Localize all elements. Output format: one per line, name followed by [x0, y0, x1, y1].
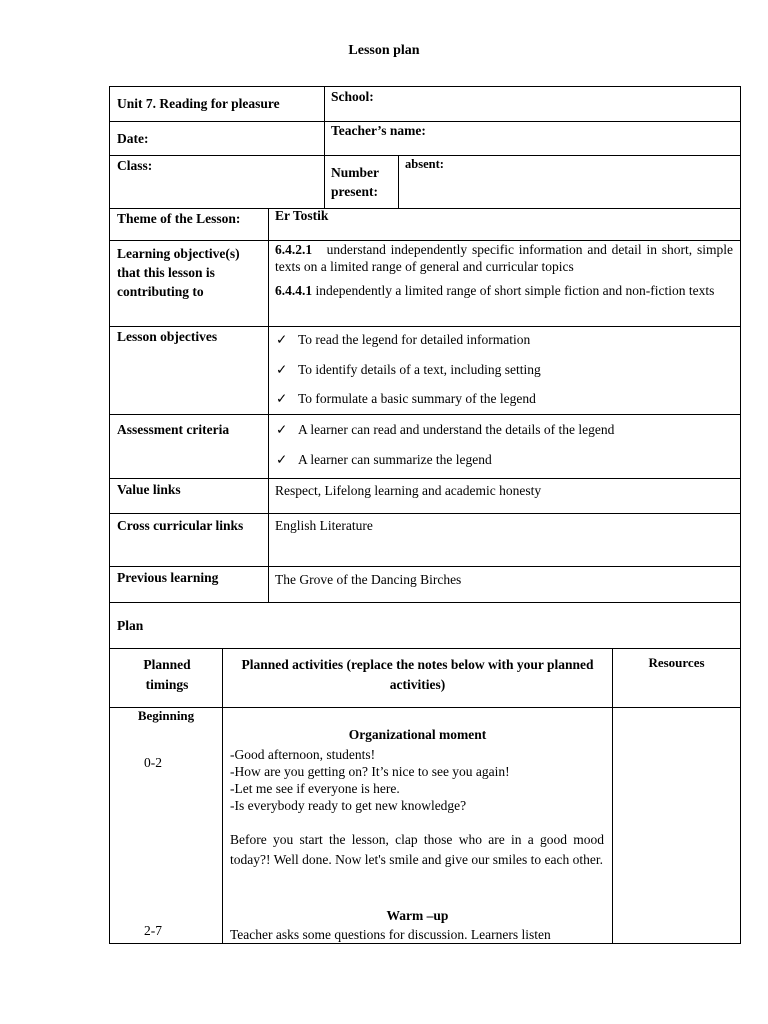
greeting-line-3: -Let me see if everyone is here.	[230, 781, 400, 796]
col-resources: Resources	[648, 655, 705, 670]
lesson-objective-3: ✓ To formulate a basic summary of the legend	[276, 391, 536, 406]
value-links-value: Respect, Lifelong learning and academic honesty	[275, 483, 542, 498]
date-label: Date:	[117, 131, 149, 146]
cell-theme-label	[109, 208, 269, 241]
theme-value: Er Tostik	[275, 208, 329, 223]
cell-absent	[398, 155, 741, 209]
objective-text-2: independently a limited range of short simple fiction and non-fiction texts	[315, 283, 715, 298]
header-activities	[222, 648, 613, 708]
cell-previous-learning-label	[109, 566, 269, 603]
warmup-heading: Warm –up	[386, 908, 449, 923]
check-icon: ✓	[276, 362, 288, 377]
learning-objective-2	[275, 282, 733, 299]
assessment-label: Assessment criteria	[117, 422, 230, 437]
previous-learning-value: The Grove of the Dancing Birches	[275, 572, 462, 587]
org-heading: Organizational moment	[348, 727, 487, 742]
learning-objective-1	[275, 241, 733, 275]
teacher-label: Teacher’s name:	[331, 123, 426, 138]
cell-lesson-objectives-label	[109, 326, 269, 415]
timing-2: 2-7	[144, 923, 162, 938]
warmup-text: Teacher asks some questions for discussion. Learners listen	[230, 927, 551, 942]
assessment-item-1: ✓ A learner can read and understand the details of the legend	[276, 422, 615, 437]
cell-class	[109, 155, 325, 209]
check-icon: ✓	[276, 422, 288, 437]
stage-beginning: Beginning	[137, 708, 195, 723]
cell-value-links-label	[109, 478, 269, 514]
objective-code-2: 6.4.4.1	[275, 283, 313, 298]
objective-code-1: 6.4.2.1	[275, 242, 313, 257]
cross-curricular-value: English Literature	[275, 518, 373, 533]
cross-curricular-label: Cross curricular links	[117, 518, 244, 533]
value-links-label: Value links	[117, 482, 181, 497]
cell-cross-curricular	[268, 513, 741, 567]
unit-title: Unit 7. Reading for pleasure	[117, 96, 280, 111]
check-icon: ✓	[276, 332, 288, 347]
objective-text-1: understand independently specific information and detail in short, simple texts on a limited range of general and curricular topics	[275, 242, 733, 274]
learning-objectives-label: Learning objective(s) that this lesson is contributing to	[117, 246, 240, 299]
plan-label: Plan	[117, 618, 144, 633]
header-resources	[612, 648, 741, 708]
school-label: School:	[331, 89, 374, 104]
theme-label: Theme of the Lesson:	[117, 211, 241, 226]
cell-teacher	[324, 121, 741, 156]
greeting-line-1: -Good afternoon, students!	[230, 747, 376, 762]
greeting-line-2: -How are you getting on? It’s nice to see you again!	[230, 764, 510, 779]
assessment-item-2: ✓ A learner can summarize the legend	[276, 452, 492, 467]
header-timings	[109, 648, 223, 708]
cell-date	[109, 121, 325, 156]
previous-learning-label: Previous learning	[117, 570, 219, 585]
cell-unit	[109, 86, 325, 122]
cell-assessment-label	[109, 414, 269, 479]
cell-learning-objectives	[268, 240, 741, 327]
col-timings: Planned timings	[143, 657, 191, 692]
cell-cross-curricular-label	[109, 513, 269, 567]
check-icon: ✓	[276, 391, 288, 406]
lesson-objective-1: ✓ To read the legend for detailed information	[276, 332, 531, 347]
number-present-label: Number present:	[331, 165, 379, 199]
timing-1: 0-2	[144, 755, 162, 770]
cell-value-links	[268, 478, 741, 514]
col-activities: Planned activities (replace the notes below with your planned activities)	[241, 657, 594, 692]
cell-timings	[109, 707, 223, 944]
cell-resources	[612, 707, 741, 944]
lesson-objective-2: ✓ To identify details of a text, including setting	[276, 362, 541, 377]
greeting-line-4: -Is everybody ready to get new knowledge?	[230, 798, 467, 813]
check-icon: ✓	[276, 452, 288, 467]
cell-number-present	[324, 155, 399, 209]
lesson-objectives-label: Lesson objectives	[117, 329, 218, 344]
cell-school	[324, 86, 741, 122]
activity-paragraph: Before you start the lesson, clap those who are in a good mood today?! Well done. Now let's smile and give our smiles to each other.	[230, 832, 604, 867]
class-label: Class:	[117, 158, 153, 173]
cell-learning-objectives-label	[109, 240, 269, 327]
cell-activities	[222, 707, 613, 944]
cell-previous-learning	[268, 566, 741, 603]
cell-plan	[109, 602, 741, 649]
page-title: Lesson plan	[348, 43, 420, 58]
absent-label: absent:	[405, 157, 444, 171]
cell-theme-value	[268, 208, 741, 241]
